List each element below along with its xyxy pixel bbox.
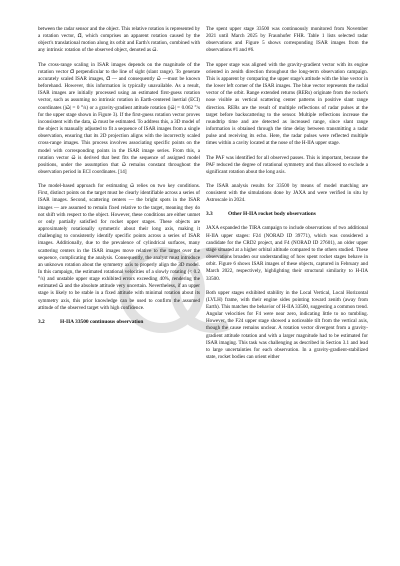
- right-column: [206, 26, 368, 368]
- body-paragraph: The PAF was identified for all observed passes. This is important, because the PAF reduced the degree of rotational symmetry and thus allowed to exclude a significant rotation about the long axis.: [206, 154, 368, 175]
- section-heading: [38, 319, 200, 326]
- section-title: H-IIA 33500 continuous observation: [60, 318, 144, 325]
- body-paragraph: between the radar sensor and the object. This relative rotation is represented by a rotation vector, Ω⃗, which comprises an apparent rotation caused by the object's translational motion along its orbit and Earth's rotation, combined with any intrinsic rotation of the observed object, denoted as ω⃗.: [38, 26, 200, 54]
- body-paragraph: The ISAR analysis results for 33500 by means of model matching are consistent with the simulations done by JAXA and were verified in situ by Astroscale in 2024.: [206, 182, 368, 204]
- body-paragraph: JAXA expanded the TIRA campaign to include observations of two additional H-IIA upper stages: F24 (NORAD ID 39771), which was considered a candidate for the CRD2 project, and F4 (NORAD ID 27601), an older upper stage situated at a higher orbital altitude compared to the others studied. These observations broaden our understanding of how spent rocket stages behave in orbit. Figure 6 shows ISAR images of these objects, captured in February and March 2022, respectively, highlighting their structural similarity to H-IIA 33500.: [206, 225, 368, 282]
- body-paragraph: The model-based approach for estimating ω⃗ relies on two key conditions. First, distinct points on the target must be clearly identifiable across a series of ISAR images. Second, scattering centers — the bright spots in the ISAR images — are assumed to remain fixed relative to the target, meaning they do not shift with respect to the object. However, these conditions are either unmet or only partially satisfied for rocket upper stages. These objects are approximately rotationally symmetric about their long axis, making it challenging to consistently identify specific points across a series of ISAR images. Additionally, due to the prevalence of cylindrical surfaces, many scattering centers in the ISAR images move relative to the target over the sequence, complicating the analysis. Consequently, the analyst must introduce an unknown rotation about the symmetry axis to properly align the 3D model. In this campaign, the estimated rotational velocities of a slowly rotating (< 0.2 °/s) and unstable upper stage exhibited errors exceeding 40%, rendering the estimated ω⃗ and the absolute attitude very uncertain. Nevertheless, if an upper stage is likely to be stable in a fixed attitude with minimal rotation about its symmetry axis, this prior knowledge can be used to confirm the assumed attitude of the observed target with high confidence.: [38, 183, 200, 311]
- section-number: 3.3: [206, 211, 213, 218]
- section-number: 3.2: [38, 318, 45, 325]
- left-column: [38, 26, 200, 333]
- section-title: Other H-IIA rocket body observations: [228, 211, 316, 218]
- section-heading: [206, 211, 368, 218]
- body-paragraph: The upper stage was aligned with the gravity-gradient vector with its engine oriented in zenith direction throughout the long-term observation campaign. This is apparent by comparing the upper stage's attitude with the blue vector in the lower left corner of the ISAR images. The blue vector represents the radial vector of the orbit. Range extended returns (RERs) originate from the rocket's nose visible as vertical scattering center patterns in positive slant range direction. RERs are the result of multiple reflections of radar pulses at the target before backscattering to the sensor. Multiple reflections increase the roundtrip time and are detected as increased range, since slant range information is obtained through the time delay between transmitting a radar pulse and receiving its echo. Here, the radar pulses were reflected multiple times within a cavity located at the nose of the H-IIA upper stage.: [206, 61, 368, 147]
- body-paragraph: The cross-range scaling in ISAR images depends on the magnitude of the rotation vector Ω⃗ perpendicular to the line of sight (slant range). To generate accurately scaled ISAR images, Ω⃗ — and consequently ω⃗ —must be known beforehand. However, this information is typically unavailable. As a result, ISAR images are initially processed using an estimated first-guess rotation vector, such as assuming no intrinsic rotation in Earth-centered inertial (ECI) coordinates (|ω⃗| = 0 °/s) or a gravity-gradient attitude rotation (|ω⃗| = 0.062 °/s for the upper stage shown in Figure 3). If the first-guess rotation vector proves inconsistent with the data, ω⃗ must be estimated. To address this, a 3D model of the object is manually adjusted to fit a sequence of ISAR images from a single observation, ensuring that its 2D projection aligns with the incorrectly scaled cross-range images. This process involves associating specific points on the model with corresponding points in the ISAR image series. From this, a rotation vector ω⃗ is derived that best fits the sequence of assigned model positions, under the assumption that ω⃗ remains constant throughout the observation period in ECI coordinates. [14]: [38, 61, 200, 175]
- body-paragraph: Both upper stages exhibited stability in the Local Vertical, Local Horizontal (LVLH) frame, with their engine sides pointing toward zenith (away from Earth). This matches the behavior of H-IIA 33500, suggesting a common trend. Angular velocities for F4 were near zero, indicating little to no tumbling. However, the F24 upper stage showed a noticeable tilt from the vertical axis, though the cause remains unclear. A rotation vector divergent from a gravity-gradient attitude rotation and with a larger magnitude had to be estimated for ISAR imaging. This task was challenging as described in Section 3.1 and lead to large uncertainties for each observation. In a gravity-gradient-stabilized state, rocket bodies can orient either: [206, 289, 368, 361]
- body-paragraph: The spent upper stage 33500 was continuously monitored from November 2021 until March 2025 by Fraunhofer FHR. Table 1 lists selected radar observations and Figure 5 shows corresponding ISAR images from the observations #1 and #6.: [206, 26, 368, 54]
